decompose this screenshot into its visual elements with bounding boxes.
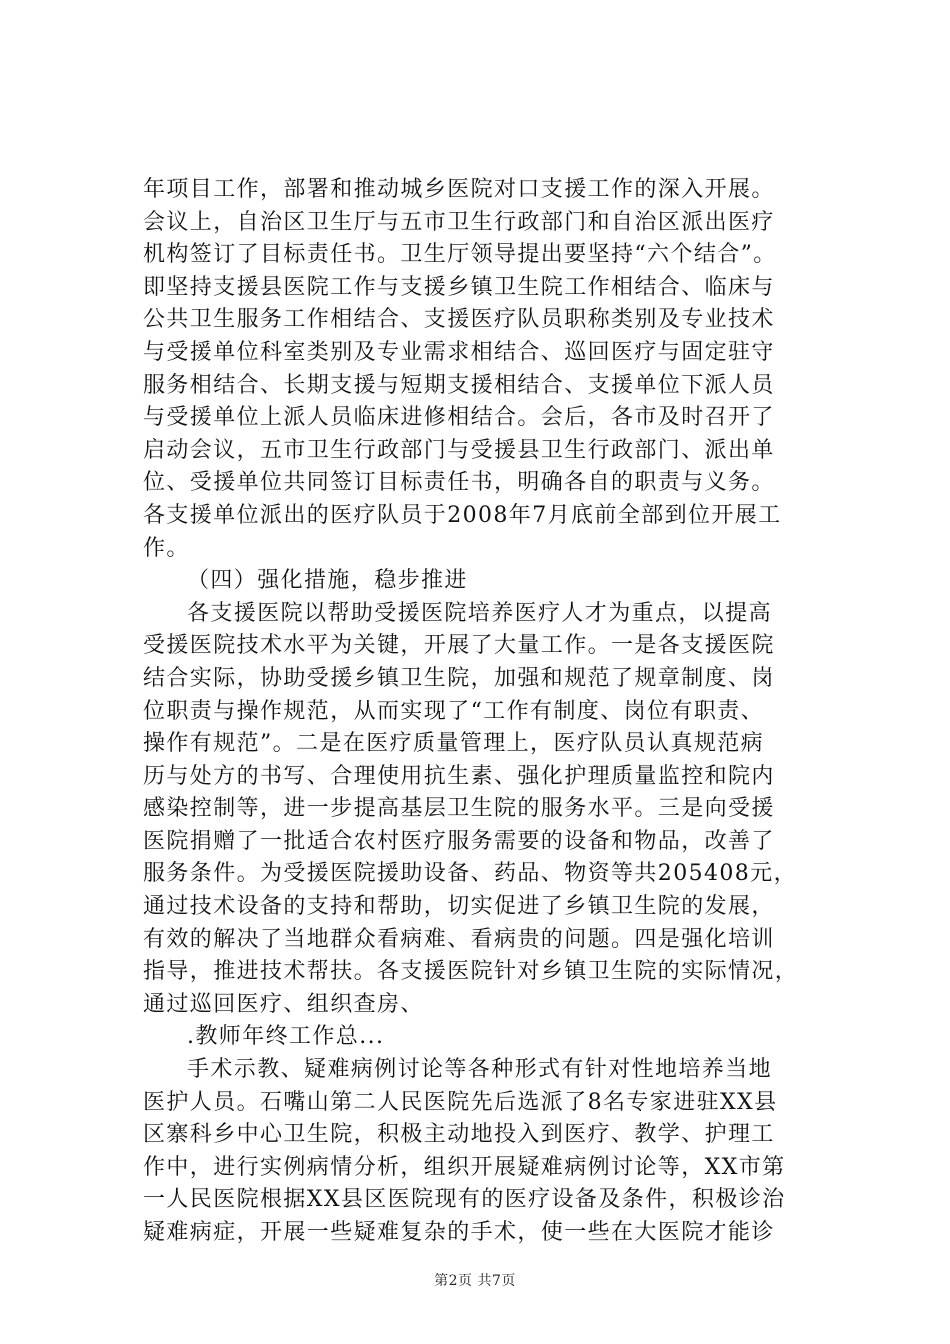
page-footer: 第2页 共7页 [434, 1273, 516, 1289]
text-line: 服务条件。为受援医院援助设备、药品、物资等共205408元， [143, 861, 797, 887]
text-line: 公共卫生服务工作相结合、支援医疗队员职称类别及专业技术 [143, 307, 775, 333]
text-line: 区寨科乡中心卫生院，积极主动地投入到医疗、教学、护理工 [143, 1122, 775, 1148]
text-line: 受援医院技术水平为关键，开展了大量工作。一是各支援医院 [143, 633, 775, 659]
text-line: 作中，进行实例病情分析，组织开展疑难病例讨论等，XX市第 [143, 1154, 786, 1180]
text-line: 医护人员。石嘴山第二人民医院先后选派了8名专家进驻XX县 [143, 1089, 778, 1115]
text-line: 历与处方的书写、合理使用抗生素、强化护理质量监控和院内 [143, 763, 775, 789]
text-line: 医院捐赠了一批适合农村医疗服务需要的设备和物品，改善了 [143, 828, 775, 854]
text-line: 通过技术设备的支持和帮助，切实促进了乡镇卫生院的发展， [143, 894, 775, 920]
text-line: 指导，推进技术帮扶。各支援医院针对乡镇卫生院的实际情况， [143, 959, 799, 985]
section-heading: （四）强化措施，稳步推进 [187, 568, 468, 594]
text-line: 机构签订了目标责任书。卫生厅领导提出要坚持“六个结合”。 [143, 242, 777, 268]
text-line: 各支援单位派出的医疗队员于2008年7月底前全部到位开展工 [143, 502, 782, 528]
text-line: 服务相结合、长期支援与短期支援相结合、支援单位下派人员 [143, 372, 775, 398]
text-line: 作。 [143, 535, 190, 561]
text-line: 年项目工作，部署和推动城乡医院对口支援工作的深入开展。 [143, 177, 775, 202]
text-line: 位、受援单位共同签订目标责任书，明确各自的职责与义务。 [143, 470, 775, 496]
text-line: 与受援单位上派人员临床进修相结合。会后，各市及时召开了 [143, 405, 775, 431]
text-line: 通过巡回医疗、组织查房、 [143, 991, 424, 1017]
inserted-fragment: .教师年终工作总... [187, 1024, 385, 1050]
text-line: 与受援单位科室类别及专业需求相结合、巡回医疗与固定驻守 [143, 339, 775, 365]
text-line: 操作有规范”。二是在医疗质量管理上，医疗队员认真规范病 [143, 731, 765, 757]
text-line: 一人民医院根据XX县区医院现有的医疗设备及条件，积极诊治 [143, 1187, 786, 1213]
text-line: 疑难病症，开展一些疑难复杂的手术，使一些在大医院才能诊 [143, 1220, 775, 1245]
text-line: 结合实际，协助受援乡镇卫生院，加强和规范了规章制度、岗 [143, 665, 775, 691]
text-line: 即坚持支援县医院工作与支援乡镇卫生院工作相结合、临床与 [143, 274, 775, 300]
text-line: 感染控制等，进一步提高基层卫生院的服务水平。三是向受援 [143, 796, 775, 822]
text-line: 启动会议，五市卫生行政部门与受援县卫生行政部门、派出单 [143, 437, 775, 463]
text-line: 位职责与操作规范，从而实现了“工作有制度、岗位有职责、 [143, 698, 765, 724]
text-line: 有效的解决了当地群众看病难、看病贵的问题。四是强化培训 [143, 926, 775, 952]
text-line: 会议上，自治区卫生厅与五市卫生行政部门和自治区派出医疗 [143, 209, 775, 235]
paragraph-start: 手术示教、疑难病例讨论等各种形式有针对性地培养当地 [187, 1057, 773, 1083]
document-body [143, 174, 833, 1250]
paragraph-start: 各支援医院以帮助受援医院培养医疗人才为重点，以提高 [187, 600, 773, 626]
